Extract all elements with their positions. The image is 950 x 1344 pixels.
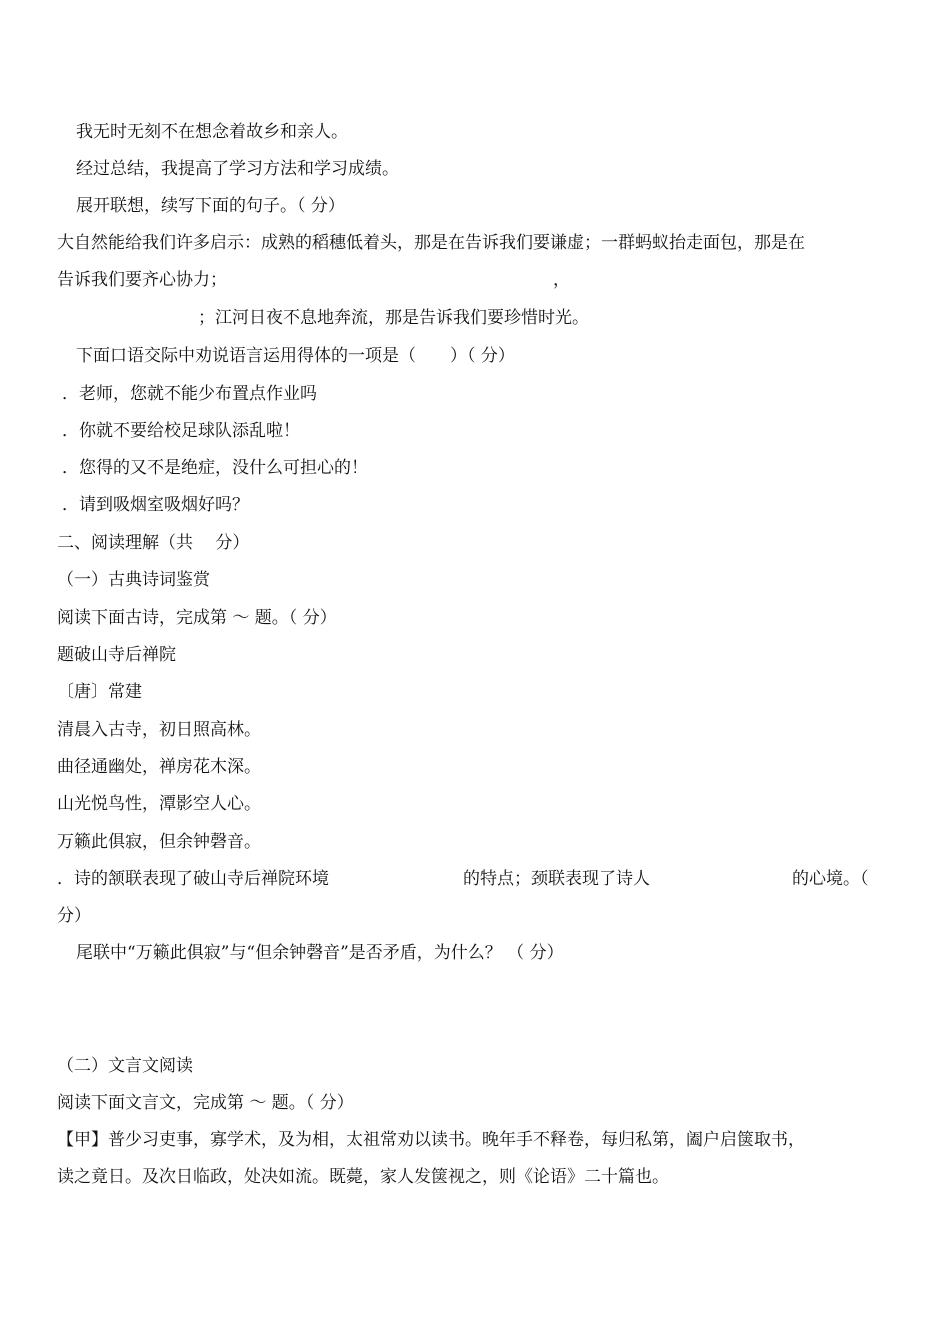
subsection-poetry: （一）古典诗词鉴赏 [57,570,210,590]
question-1-part-c: 的心境。（ [792,869,869,889]
subsection-classical: （二）文言文阅读 [57,1056,193,1076]
classical-text-line-1: 【甲】普少习吏事，寡学术，及为相，太祖常劝以读书。晚年手不释卷，每归私第，阖户启箧取书， [57,1130,805,1150]
classical-text-line-2: 读之竟日。及次日临政，处决如流。既薨，家人发箧视之，则《论语》二十篇也。 [57,1167,669,1187]
option-c: ．您得的又不是绝症，没什么可担心的！ [62,458,368,478]
question-1-part-b: 的特点；颈联表现了诗人 [463,869,650,889]
option-d: ．请到吸烟室吸烟好吗？ [62,495,249,515]
instruction-poetry: 阅读下面古诗，完成第 ～ 题。（ 分） [57,608,337,628]
question-1-part-d: 分） [57,906,91,926]
instruction-classical: 阅读下面文言文，完成第 ～ 题。（ 分） [57,1093,354,1113]
section-heading-reading: 二、阅读理解（共 分） [57,533,250,553]
question-1-part-a: ．诗的颔联表现了破山寺后禅院环境 [57,869,329,889]
poem-line: 曲径通幽处，禅房花木深。 [57,757,261,777]
option-b: ．你就不要给校足球队添乱啦！ [62,421,300,441]
passage-line-2-comma: ， [553,270,570,290]
sentence-1: 我无时无刻不在想念着故乡和亲人。 [76,122,348,142]
passage-line-2: 告诉我们要齐心协力； [57,270,227,290]
poem-line: 清晨入古寺，初日照高林。 [57,720,261,740]
poem-title: 题破山寺后禅院 [57,645,176,665]
question-oral: 下面口语交际中劝说语言运用得体的一项是（ ）（ 分） [76,346,515,366]
question-2: 尾联中“万籁此俱寂”与“但余钟磬音”是否矛盾，为什么？ （ 分） [76,943,564,963]
option-a: ．老师，您就不能少布置点作业吗 [62,384,317,404]
poem-line: 万籁此俱寂，但余钟磬音。 [57,832,261,852]
passage-line-3: ；江河日夜不息地奔流，那是告诉我们要珍惜时光。 [198,308,589,328]
poem-author: 〔唐〕常建 [57,682,142,702]
passage-line-1: 大自然能给我们许多启示：成熟的稻穗低着头，那是在告诉我们要谦虚；一群蚂蚁抬走面包，那是在 [57,233,805,253]
question-continue: 展开联想，续写下面的句子。（ 分） [76,196,345,216]
sentence-2: 经过总结，我提高了学习方法和学习成绩。 [76,159,399,179]
poem-line: 山光悦鸟性，潭影空人心。 [57,794,261,814]
